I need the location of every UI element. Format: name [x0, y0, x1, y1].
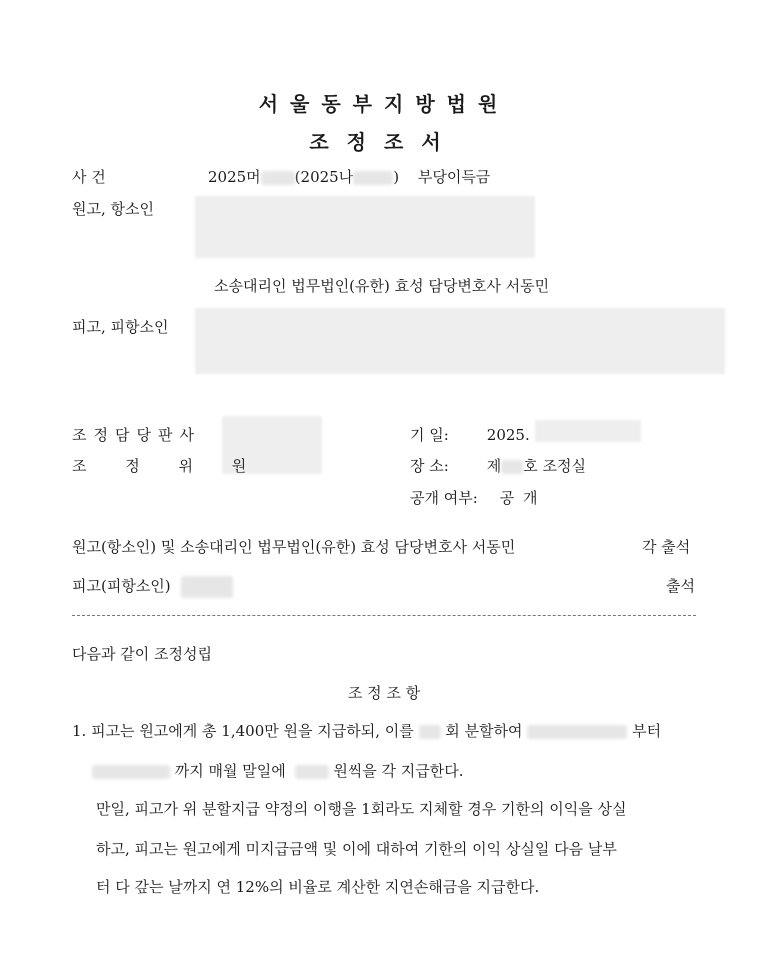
- plaintiff-label: 원고, 항소인: [72, 200, 154, 218]
- plaintiff-attorney: 소송대리인 법무법인(유한) 효성 담당변호사 서동민: [214, 277, 550, 295]
- term-1-text-c: 부터: [632, 722, 662, 740]
- court-name: 서울동부지방법원: [258, 92, 510, 116]
- redacted-appeal-number: [353, 171, 393, 185]
- redacted-plaintiff-info: [195, 196, 535, 258]
- term-1-para-line-1: 만일, 피고가 위 분할지급 약정의 이행을 1회라도 지체할 경우 기한의 이익을 상실: [96, 800, 627, 818]
- date-row: [410, 424, 530, 445]
- term-1-line-2: [92, 760, 464, 781]
- redacted-room-number: [501, 460, 523, 474]
- redacted-start-date: [527, 725, 627, 739]
- term-1-para-line-3: 터 다 갚는 날까지 연 12%의 비율로 계산한 지연손해금을 지급한다.: [96, 878, 540, 896]
- case-number: [208, 166, 490, 187]
- document-title: 조정조서: [309, 130, 459, 154]
- attendance-line-2: [72, 575, 233, 598]
- case-label: [72, 166, 184, 187]
- case-label-text: 사 건: [72, 168, 106, 186]
- mediator-label: 조 정 위 원: [72, 457, 264, 475]
- attendance-status-2: 출석: [666, 577, 695, 595]
- defendant-label: 피고, 피항소인: [72, 318, 169, 336]
- intro-line: 다음과 같이 조정성립: [72, 645, 212, 663]
- case-number-paren-prefix: (2025나: [294, 168, 354, 186]
- terms-heading: 조 정 조 항: [347, 684, 421, 702]
- term-1-line-1: [72, 720, 661, 741]
- case-number-close: ): [393, 168, 400, 186]
- public-row: [410, 487, 540, 508]
- attendance-status-1: 각 출석: [642, 538, 691, 556]
- date-label: 기 일:: [410, 426, 449, 444]
- place-row: [410, 455, 586, 476]
- place-label: 장 소:: [410, 457, 449, 475]
- redacted-case-number: [261, 171, 295, 185]
- redacted-monthly-amount: [295, 765, 329, 779]
- term-1-para-line-2: 하고, 피고는 원고에게 미지급금액 및 이에 대하여 기한의 이익 상실일 다음 날부: [96, 840, 617, 858]
- date-value: 2025.: [486, 426, 530, 444]
- attendance-line-1: 원고(항소인) 및 소송대리인 법무법인(유한) 효성 담당변호사 서동민: [72, 538, 516, 556]
- redacted-installment-count: [419, 725, 441, 739]
- redacted-end-date: [92, 765, 170, 779]
- redacted-defendant-name: [181, 576, 233, 598]
- case-name: 부당이득금: [417, 168, 491, 186]
- term-1-text-b: 회 분할하여: [445, 722, 523, 740]
- redacted-date: [535, 420, 641, 442]
- place-value-prefix: 제: [486, 457, 502, 475]
- term-1-text-e: 원씩을 각 지급한다.: [333, 762, 464, 780]
- dashed-divider: [72, 615, 696, 616]
- place-value-suffix: 호 조정실: [523, 457, 587, 475]
- case-number-prefix: 2025머: [208, 168, 261, 186]
- public-value: 공 개: [499, 489, 540, 507]
- judge-label: 조정담당판사: [72, 426, 201, 444]
- term-1-text-d: 까지 매월 말일에: [174, 762, 286, 780]
- attendance-line-2-prefix: 피고(피항소인): [72, 577, 171, 595]
- redacted-defendant-info: [195, 308, 725, 374]
- public-label: 공개 여부:: [410, 489, 478, 507]
- term-1-text-a: 1. 피고는 원고에게 총 1,400만 원을 지급하되, 이를: [72, 722, 414, 740]
